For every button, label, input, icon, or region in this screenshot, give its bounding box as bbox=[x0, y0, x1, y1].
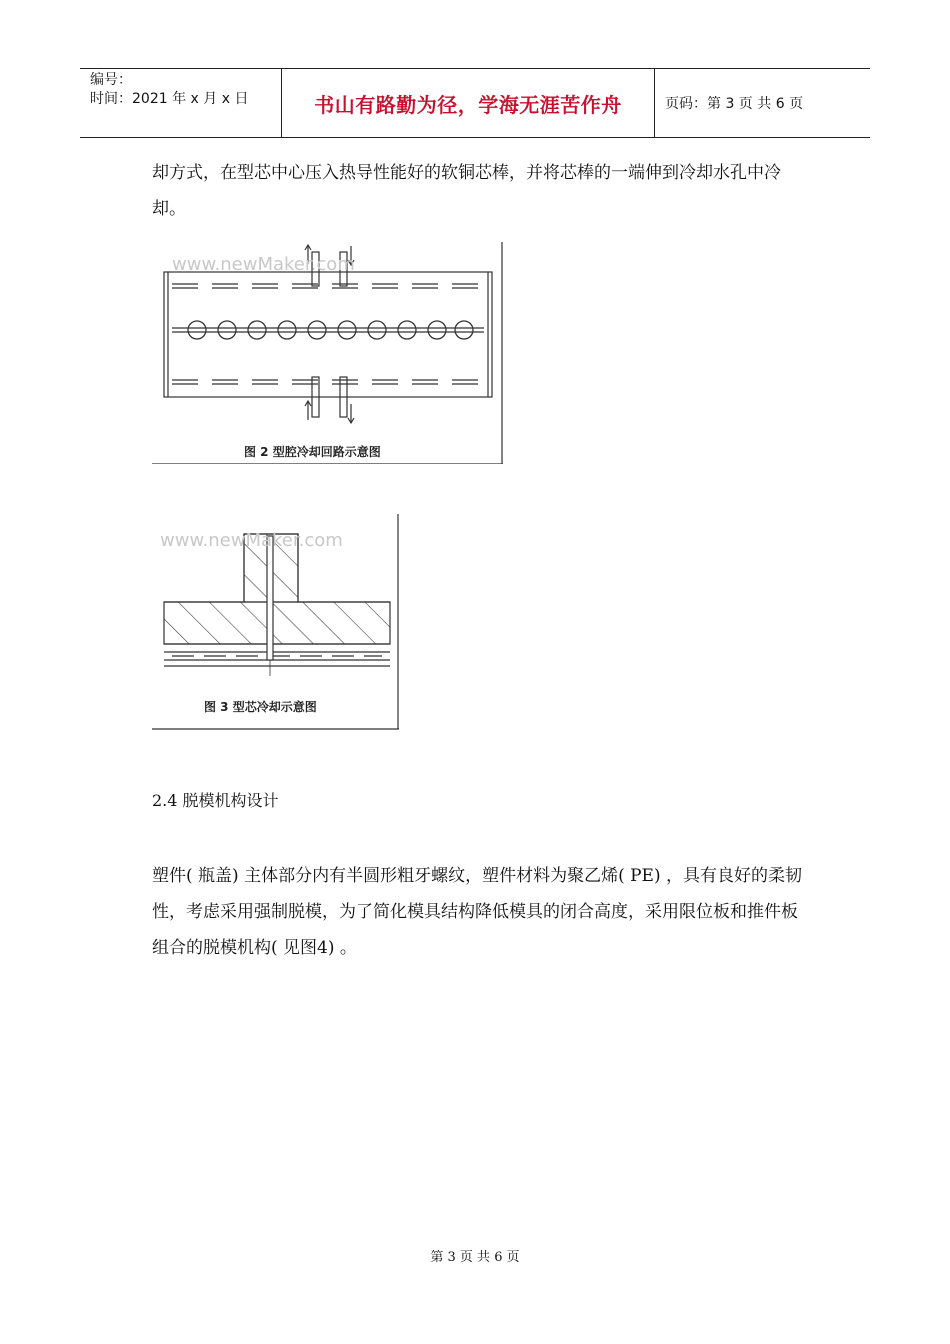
code-label: 编号： bbox=[90, 72, 132, 88]
time-label: 时间：2021 年 x 月 x 日 bbox=[90, 91, 249, 107]
figure-3-core-cooling bbox=[152, 514, 399, 730]
figure-3-caption: 图 3 型芯冷却示意图 bbox=[204, 700, 317, 714]
paragraph-cooling: 却方式，在型芯中心压入热导性能好的软铜芯棒，并将芯棒的一端伸到冷却水孔中冷却。 bbox=[152, 163, 781, 219]
paragraph-demolding: 塑件( 瓶盖) 主体部分内有半圆形粗牙螺纹，塑件材料为聚乙烯( PE) ，具有良好的柔韧性，考虑采用强制脱模，为了简化模具结构降低模具的闭合高度，采用限位板和推件板组合的脱模机构( 见图4) 。 bbox=[152, 866, 802, 958]
footer-page-number: 第 3 页 共 6 页 bbox=[430, 1250, 520, 1265]
figure-2-caption: 图 2 型腔冷却回路示意图 bbox=[244, 445, 381, 459]
figure-2-cavity-cooling bbox=[152, 242, 503, 464]
header-motto-cell bbox=[282, 69, 655, 137]
figure-2-watermark: www.newMaker.com bbox=[172, 254, 355, 275]
section-title: 2.4 脱模机构设计 bbox=[152, 791, 279, 810]
header-page-info: 页码：第 3 页 共 6 页 bbox=[665, 96, 804, 112]
header-left-cell bbox=[80, 69, 282, 137]
page-footer bbox=[0, 1246, 950, 1265]
page-header bbox=[80, 68, 870, 138]
figure-3-watermark: www.newMaker.com bbox=[160, 530, 343, 551]
header-motto: 书山有路勤为径，学海无涯苦作舟 bbox=[314, 92, 622, 117]
